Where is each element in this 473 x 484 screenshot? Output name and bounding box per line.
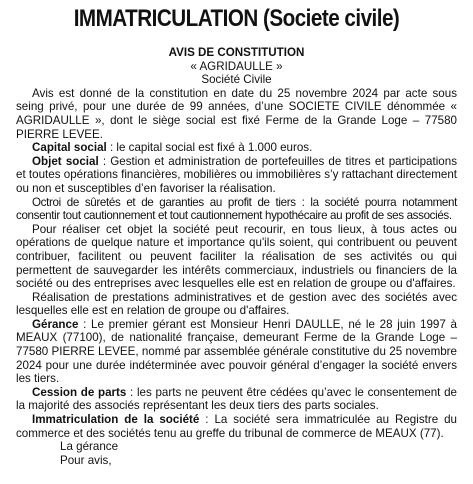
- company-form: Société Civile: [201, 73, 272, 87]
- suretes-paragraph: Octroi de sûretés et de garanties au profit de tiers : la société pourra notamment consentir tout cautionnement et tout cautionnement hypothécaire au profit de ses associés.: [16, 195, 457, 223]
- prestations-paragraph: Réalisation de prestations administratives et de gestion avec des sociétés avec lesquelles elle est en relation de groupe ou d'affaires.: [16, 290, 457, 318]
- cession-text: : les parts ne peuvent être cédées qu’avec le consentement de la majorité des associés représentant les deux tiers des parts sociales.: [16, 385, 457, 413]
- signature-line-2: Pour avis,: [60, 453, 112, 467]
- company-name: « AGRIDAULLE »: [190, 59, 283, 73]
- objet-label: Objet social: [32, 154, 99, 168]
- gerance-paragraph: [16, 318, 457, 386]
- intro-paragraph: Avis est donné de la constitution en date du 25 novembre 2024 par acte sous seing privé, pour une durée de 99 années, d’une SOCIETE CIVILE dénommée « AGRIDAULLE », dont le siège social est fixé Ferme de la Grande Loge – 77580 PIERRE LEVEE.: [16, 86, 457, 141]
- objet-paragraph: [16, 155, 457, 196]
- section-headline: IMMATRICULATION (Societe civile): [73, 5, 400, 32]
- notice-body: [16, 87, 457, 440]
- immatriculation-label: Immatriculation de la société: [32, 413, 200, 427]
- capital-label: Capital social: [32, 141, 107, 155]
- objet-text: : Gestion et administration de portefeuilles de titres et participations et toutes opérations financières, mobilières ou immobilières s’y rattachant directement ou non et susceptibles d’en favoriser la réalisation.: [16, 154, 457, 195]
- cession-label: Cession de parts: [32, 385, 127, 399]
- capital-text: : le capital social est fixé à 1.000 euros.: [106, 141, 313, 155]
- cession-paragraph: [16, 386, 457, 413]
- immatriculation-paragraph: [16, 413, 457, 440]
- gerance-label: Gérance: [32, 317, 79, 331]
- immatriculation-text: : La société sera immatriculée au Registre du commerce et des sociétés tenu au greffe du tribunal de commerce de MEAUX (77).: [16, 413, 457, 440]
- capital-paragraph: [16, 141, 457, 155]
- signature-line-1: La gérance: [60, 440, 119, 454]
- gerance-text: : Le premier gérant est Monsieur Henri DAULLE, né le 28 juin 1997 à MEAUX (77100), de nationalité française, demeurant Ferme de la Grande Loge – 77580 PIERRE LEVEE, nommé par assemblée générale constitutive du 25 novembre 2024 pour une durée indéterminée avec pouvoir général d’engager la société envers les tiers.: [16, 317, 457, 386]
- notice-title: AVIS DE CONSTITUTION: [168, 46, 305, 59]
- realiser-paragraph: Pour réaliser cet objet la société peut recourir, en tous lieux, à tous actes ou opérations de quelque nature et importance qu'ils soient, qui contribuent ou peuvent contribuer, facilitent ou peuvent faciliter la réalisation de ses activités ou qui permettent de sauvegarder les intérêts commerciaux, industriels ou financiers de la société ou des entreprises avec lesquelles elle est en relation de groupe ou d'affaires.: [16, 222, 457, 291]
